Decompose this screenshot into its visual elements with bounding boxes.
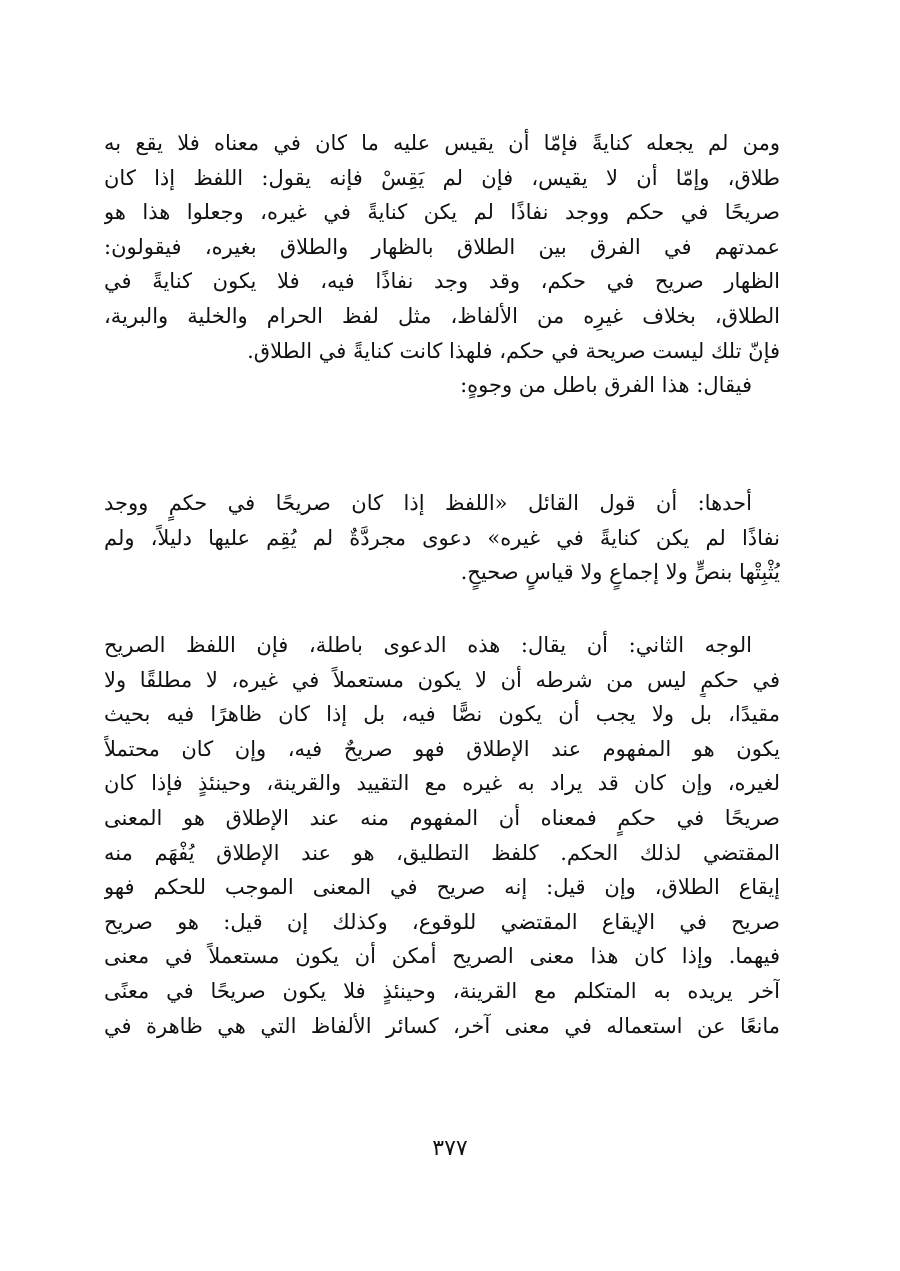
text-line: المقتضي لذلك الحكم. كلفظ التطليق، هو عند الإطلاق يُفْهَم منه <box>104 840 780 865</box>
text-line: صريحًا في حكم ووجد نفاذًا لم يكن كنايةً في غيره، وجعلوا هذا هو <box>104 200 780 225</box>
paragraph-4 <box>104 628 780 1043</box>
text-line: يكون هو المفهوم عند الإطلاق فهو صريحٌ فيه، وإن كان محتملاً <box>104 736 780 761</box>
text-line: فإنّ تلك ليست صريحة في حكم، فلهذا كانت كنايةً في الطلاق. <box>247 338 780 363</box>
text-line: فيقال: هذا الفرق باطل من وجوهٍ: <box>460 373 752 397</box>
text-line: يُثْبِتْها بنصٍّ ولا إجماعٍ ولا قياسٍ صحيحٍ. <box>460 560 780 585</box>
text-line: آخر يريده به المتكلم مع القرينة، وحينئذٍ فلا يكون صريحًا في معنًى <box>104 978 780 1003</box>
text-line: عمدتهم في الفرق بين الطلاق بالظهار والطلاق بغيره، فيقولون: <box>104 234 780 259</box>
text-line: صريحًا في حكمٍ فمعناه أن المفهوم منه عند الإطلاق هو المعنى <box>104 805 780 830</box>
text-line: فيهما. وإذا كان هذا معنى الصريح أمكن أن يكون مستعملاً في معنى <box>104 944 780 969</box>
text-line: مقيدًا، بل ولا يجب أن يكون نصًّا فيه، بل إذا كان ظاهرًا فيه بحيث <box>104 702 780 727</box>
text-line: الوجه الثاني: أن يقال: هذه الدعوى باطلة، فإن اللفظ الصريح <box>104 633 752 657</box>
page-number: ٣٧٧ <box>432 1136 468 1161</box>
text-line: أحدها: أن قول القائل «اللفظ إذا كان صريحًا في حكمٍ ووجد <box>104 491 752 515</box>
text-line: الظهار صريح في حكم، وقد وجد نفاذًا فيه، فلا يكون كنايةً في <box>104 269 780 294</box>
text-line: نفاذًا لم يكن كنايةً في غيره» دعوى مجردَّةٌ لم يُقِم عليها دليلاً، ولم <box>104 525 780 550</box>
text-line: إيقاع الطلاق، وإن قيل: إنه صريح في المعنى الموجب للحكم فهو <box>104 875 780 900</box>
paragraph-2 <box>104 368 780 403</box>
text-line: ومن لم يجعله كنايةً فإمّا أن يقيس عليه ما كان في معناه فلا يقع به <box>104 131 780 155</box>
text-line: في حكمٍ ليس من شرطه أن لا يكون مستعملاً في غيره، لا مطلقًا ولا <box>104 667 780 692</box>
text-line: لغيره، وإن كان قد يراد به غيره مع التقييد والقرينة، وحينئذٍ فإذا كان <box>104 771 780 796</box>
text-line: الطلاق، بخلاف غيرِه من الألفاظ، مثل لفظ الحرام والخلية والبرية، <box>104 303 780 328</box>
text-line: صريح في الإيقاع المقتضي للوقوع، وكذلك إن قيل: هو صريح <box>104 909 780 934</box>
text-line: مانعًا عن استعماله في معنى آخر، كسائر الألفاظ التي هي ظاهرة في <box>104 1013 780 1038</box>
paragraph-3 <box>104 486 780 590</box>
text-line: طلاق، وإمّا أن لا يقيس، فإن لم يَقِسْ فإنه يقول: اللفظ إذا كان <box>104 165 780 190</box>
paragraph-1 <box>104 126 780 368</box>
